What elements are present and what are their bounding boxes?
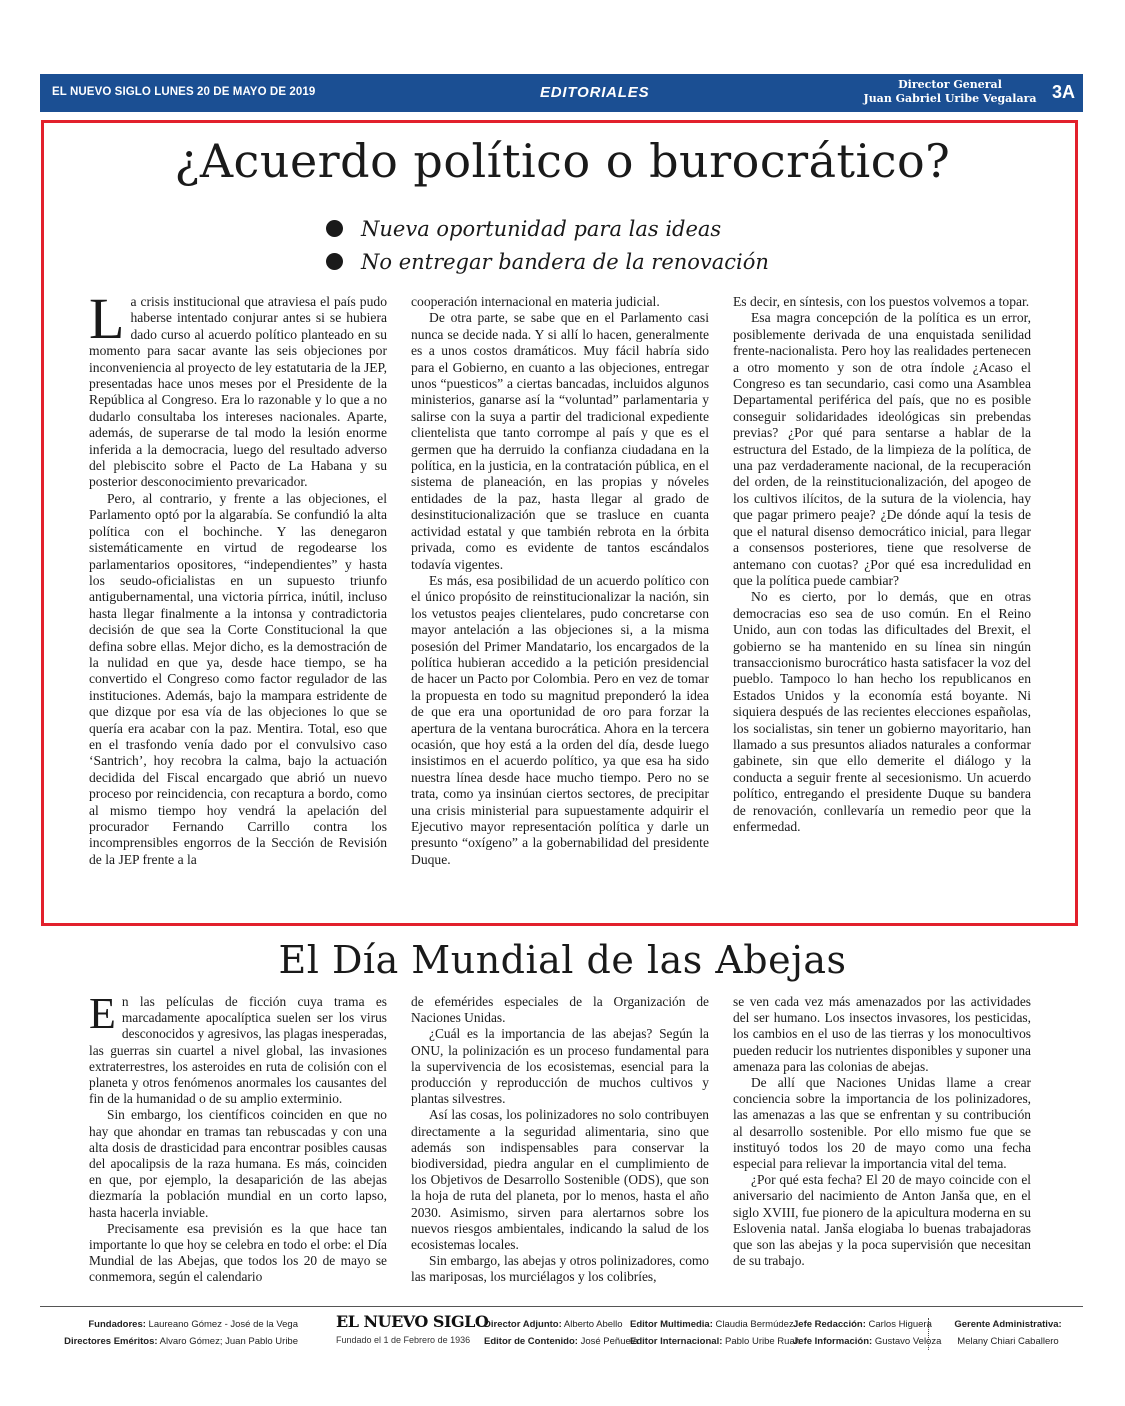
staff-name: Gustavo Veloza [874,1336,942,1347]
staff-line [793,1316,941,1333]
founded-date: Fundado el 1 de Febrero de 1936 [336,1335,471,1345]
founders-line [40,1316,298,1333]
staff-label: Editor Internacional: [630,1336,723,1347]
subhead-text: Nueva oportunidad para las ideas [361,216,722,241]
paragraph: No es cierto, por lo demás, que en otras democracias eso sea de uso común. En el Reino Unido, aun con todas las dificultades del Brexit, el gobierno se ha mantenido en su línea sin ningún transaccionismo burocrático hasta satisfacer la voz del pueblo. Tampoco lo han hecho los republicanos en Estados Unidos y la economía está boyante. Ni siquiera después de las recientes elecciones españolas, los socialistas, sin tener un gobierno mayoritario, han llamado a sus presuntos aliados naturales a conformar gabinete, sin que ello demerite el diálogo y la conducta a seguir frente al secesionismo. Un acuerdo político, entregando el presidente Duque su bandera de renovación, conllevaría un remedio peor que la enfermedad. [733,589,1031,834]
staff-label: Jefe Información: [793,1336,873,1347]
footer-divider [40,1306,1083,1307]
staff-label: Director Adjunto: [484,1319,562,1330]
founders-names: Laureano Gómez - José de la Vega [148,1319,298,1330]
article-column-3 [733,994,1031,1294]
drop-cap: L [89,294,125,351]
staff-label [938,1316,1078,1333]
director-block [850,78,1050,106]
paragraph: Es decir, en síntesis, con los puestos volvemos a topar. [733,294,1030,309]
footer-editors-1 [484,1316,638,1350]
paragraph-text: n las películas de ficción cuya trama es marcadamente apocalíptica suelen ser los virus desconocidos y agresivos, las plagas inesperadas, las guerras sin cuartel a nivel global, las invasiones extraterrestres, los asteroides en ruta de colisión con el planeta y otros fenómenos anormales los causantes del fin de la humanidad o de su amplio exterminio. [89,994,387,1107]
staff-name: Claudia Bermúdez [715,1319,794,1330]
editorial-headline: ¿Acuerdo político o burocrático? [174,134,951,188]
paragraph: Precisamente esa previsión es la que hace tan importante lo que hoy se celebra en todo el orbe: el Día Mundial de las Abejas, que todos los 20 de mayo se conmemora, según el calendario [89,1220,387,1285]
emeritus-line [40,1333,298,1350]
paragraph: ¿Por qué esta fecha? El 20 de mayo coincide con el aniversario del nacimiento de Anton Janša que, en el siglo XVIII, fue pionero de la apicultura moderna en su Eslovenia natal. Janša elogiaba lo buenas trabajadoras que son las abejas y la poca supervisión que necesitan de su trabajo. [733,1172,1031,1269]
director-name: Juan Gabriel Uribe Vegalara [863,92,1037,105]
bullet-icon [326,253,343,270]
staff-name: Melany Chiari Caballero [957,1336,1059,1347]
staff-name: Pablo Uribe Ruan [725,1336,801,1347]
staff-line [484,1316,638,1333]
paragraph: de efemérides especiales de la Organización de Naciones Unidas. [411,994,709,1026]
staff-label: Editor de Contenido: [484,1336,578,1347]
subhead-text: No entregar bandera de la renovación [361,249,769,274]
drop-cap: E [89,994,116,1038]
paragraph: Pero, al contrario, y frente a las objeciones, el Parlamento optó por la algarabía. Se confundió la alta política con el bochinche. Y las denegaron sistemáticamente en virtud de regodearse los parlamentarios opositores, “independientes” y hasta los seudo-oficialistas en un supuesto triunfo antigubernamental, una victoria pírrica, inútil, incluso hasta llegar finalmente a la intonsa y contradictoria decisión de que sea la Corte Constitucional la que defina sobre ellas. Mejor dicho, es la demostración de la nulidad en que ya, desde hace tiempo, se ha convertido el Congreso como factor regulador de las instituciones. Además, bajo la mampara estridente de que dizque por esa vía de las objeciones lo que se quería era acabar con la paz. Mentira. Total, eso que en el trasfondo venía dado por el convulsivo caso ‘Santrich’, hoy recobra la calma, bajo la actuación decidida del Fiscal encargado que abrió un nuevo proceso por reincidencia, con recaptura a bordo, como al mismo tiempo hoy vendrá la apelación del procurador Fernando Carrillo contra los incomprensibles engorros de la Sección de Revisión de la JEP frente a la [89,490,387,867]
editorial-column-1 [89,294,387,914]
section-header [40,74,1083,112]
article-column-1 [89,994,387,1294]
footer-separator [928,1318,929,1350]
page-number: 3A [1051,82,1075,102]
footer-manager [938,1316,1078,1350]
staff-line [630,1333,800,1350]
paragraph: Así las cosas, los polinizadores no solo contribuyen directamente a la seguridad alimentaria, sino que además son indispensables para conservar la biodiversidad, piedra angular en el cumplimiento de los Objetivos de Desarrollo Sostenible (ODS), que son la hoja de ruta del planeta, por lo menos, hasta el año 2030. Asimismo, sirven para alertarnos sobre los nuevos riesgos ambientales, indicando la salud de los ecosistemas locales. [411,1107,709,1253]
bullet-icon [326,220,343,237]
staff-label: Editor Multimedia: [630,1319,713,1330]
footer-editors-2 [630,1316,800,1350]
staff-line [630,1316,800,1333]
editorial-column-3 [733,294,1031,914]
newspaper-logo: EL NUEVO SIGLO [336,1312,489,1331]
paragraph: De otra parte, se sabe que en el Parlamento casi nunca se decide nada. Y si allí lo hacen, generalmente es a unos costos dramáticos. Muy fácil habría sido para el Gobierno, en cuanto a las objeciones, entregar unos “puesticos” a ciertas bancadas, incluidos algunos ministerios, ganarse así la “voluntad” parlamentaria y salirse con la suya a partir del tradicional expediente clientelista que tanto corrompe al país y que es el germen que ha derruido la confianza ciudadana en la política, en la justicia, en la contratación pública, en el sistema de planeación, en las propias y nóveles entidades de la paz, hasta llegar al grado de desinstitucionalización que se trasluce en cuanta actividad estatal y que también rebrota en la órbita privada, como es evidente de tantos escándalos todavía vigentes. [411,310,709,572]
manager-label: Gerente Administrativa: [954,1319,1062,1330]
staff-line [484,1333,638,1350]
staff-name: Alberto Abello [563,1319,623,1330]
section-title: EDITORIALES [540,84,650,101]
staff-label: Jefe Redacción: [793,1319,866,1330]
paragraph [89,294,387,491]
footer-founders [40,1316,298,1350]
emeritus-label: Directores Eméritos: [64,1336,158,1347]
paragraph: se ven cada vez más amenazados por las actividades del ser humano. Los insectos invasores, los pesticidas, los cambios en el uso de las tierras y los monocultivos pueden reducir los nutrientes disponibles y suponer una amenaza para las colonias de abejas. [733,994,1031,1074]
staff-name: José Peñuela [580,1336,639,1347]
paragraph: Es más, esa posibilidad de un acuerdo político con el único propósito de reinstitucionalizar la nación, sin los vetustos peajes clientelares, pudo concretarse con mayor antelación a las objeciones si, a la misma posesión del Primer Mandatario, los encargados de la política hubieran accedido a la petición presidencial de hacer un Pacto por Colombia. Pero en vez de tomar la propuesta en todo su magnitud preponderó la idea de que era una oportunidad de oro para forzar la apertura de la ventana burocrática. Ahora en la tercera ocasión, que hoy está a la orden del día, desde luego insistimos en el acuerdo político, ya que esa ha sido nuestra línea desde hace mucho tiempo. Pero no se trata, como ya insinúan ciertos sectores, de precipitar una crisis ministerial para supuestamente adquirir el Ejecutivo mayor representación política y darle un presunto “oxígeno” a la gobernabilidad del presidente Duque. [411,572,709,867]
emeritus-names: Alvaro Gómez; Juan Pablo Uribe [159,1336,298,1347]
paragraph: Sin embargo, los científicos coinciden en que no hay que ahondar en tramas tan rebuscadas y con una alta dosis de drasticidad para encontrar posibles causas del apocalipsis de la raza humana. Es más, coinciden en que, por ejemplo, la desaparición de las abejas diezmaría la población mundial en un corto lapso, hasta hacerla inviable. [89,1107,387,1220]
editorial-subheads [326,212,769,278]
paragraph [89,994,387,1107]
director-title: Director General [898,78,1002,91]
footer-editors-3 [793,1316,941,1350]
staff-name: Carlos Higuera [868,1319,932,1330]
paragraph: ¿Cuál es la importancia de las abejas? Según la ONU, la polinización es un proceso fundamental para la supervivencia de los ecosistemas, esencial para la producción y reproducción de muchos cultivos y plantas silvestres. [411,1026,709,1107]
editorial-column-2 [411,294,709,914]
paragraph: De allí que Naciones Unidas llame a crear conciencia sobre la importancia de los polinizadores, las amenazas a las que se enfrentan y su contribución al desarrollo sostenible. Por ello mismo fue que se instituyó todos los 20 de mayo como una fecha especial para relievar la importancia vital del tema. [733,1075,1031,1172]
paragraph-text: a crisis institucional que atraviesa el país pudo haberse intentado conjurar antes si se hubiera dado curso al acuerdo político planteado en su momento para sacar avante las seis objeciones por inconveniencia al proyecto de ley estatutaria de la JEP, presentadas hace unos meses por el Presidente de la República al Congreso. Era lo razonable y lo que a no dudarlo consultaba los intereses nacionales. Aparte, además, de superarse de tal modo la lesión enorme inferida a la democracia, luego del resultado adverso del plebiscito sobre el Pacto de La Habana y su posterior desconocimiento prevaricador. [89,294,387,490]
article-headline: El Día Mundial de las Abejas [278,938,847,982]
paragraph: Esa magra concepción de la política es un error, posiblemente derivada de una enquistada senilidad frente-nacionalista. Pero hoy las realidades pertenecen a otro momento y son de otra índole ¿Acaso el Congreso es tan secundario, casi como una Asamblea Departamental periférica del país, que no es posible conseguir solidaridades ideológicas sin prebendas previas? ¿Por qué para sentarse a hablar de la estructura del Estado, de la limpieza de la política, de una paz verdaderamente nacional, de la recuperación del orden, de la reinstitucionalización, del apogeo de los cultivos ilícitos, de la sutura de la violencia, hay que pagar primero peaje? ¿De dónde aquí la tesis de que el natural disenso democrático inicial, para llegar a consensos posteriores, tiene que resolverse de antemano con cuotas? ¿Por qué esa incredulidad en que la política puede cambiar? [733,310,1031,588]
article-column-2 [411,994,709,1294]
founders-label: Fundadores: [88,1319,146,1330]
subhead-item [326,245,769,278]
masthead-date: EL NUEVO SIGLO LUNES 20 DE MAYO DE 2019 [52,86,316,98]
staff-line [793,1333,941,1350]
subhead-item [326,212,769,245]
paragraph: Sin embargo, las abejas y otros polinizadores, como las mariposas, los murciélagos y los colibríes, [411,1253,709,1285]
paragraph: cooperación internacional en materia judicial. [411,294,660,309]
